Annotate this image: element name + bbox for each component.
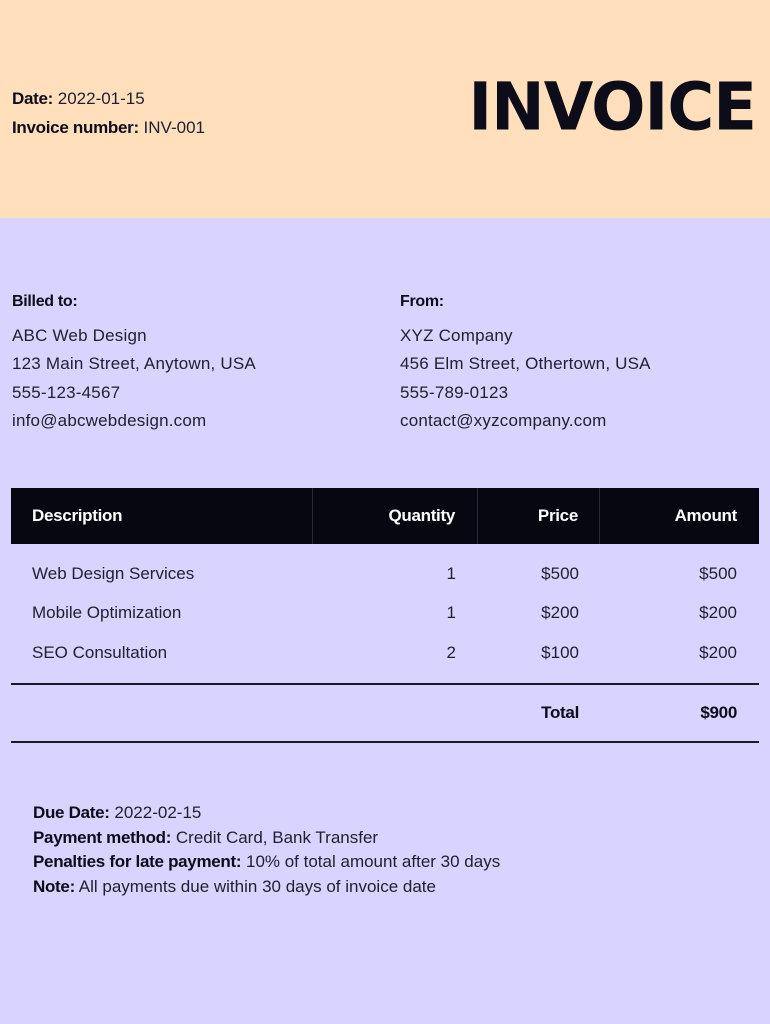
cell-price: $200: [541, 603, 579, 623]
cell-quantity: 1: [446, 563, 456, 583]
invoice-number-label: Invoice number:: [12, 118, 139, 137]
table-header: [11, 488, 759, 544]
column-header-amount: Amount: [674, 506, 737, 525]
billed-to-label: Billed to:: [12, 293, 78, 310]
payment-method-value: Credit Card, Bank Transfer: [175, 827, 379, 847]
table-row: [11, 633, 759, 673]
billed-to-block: [12, 288, 256, 436]
date-value: 2022-01-15: [57, 89, 145, 108]
table-body: [11, 544, 759, 673]
from-name: XYZ Company: [400, 325, 513, 345]
payment-method-line: [33, 826, 500, 851]
cell-amount: $500: [699, 563, 737, 583]
total-bottom-divider: [11, 741, 759, 743]
cell-quantity: 2: [446, 642, 456, 662]
billed-to-phone: 555-123-4567: [12, 382, 121, 402]
note-label: Note:: [33, 876, 75, 896]
cell-price: $100: [541, 642, 579, 662]
billed-to-address: 123 Main Street, Anytown, USA: [12, 354, 256, 373]
cell-description: SEO Consultation: [32, 642, 168, 662]
line-items-table: [11, 488, 759, 743]
invoice-number-value: INV-001: [143, 118, 205, 137]
invoice-meta: [12, 84, 205, 142]
payment-notes: [33, 801, 500, 899]
from-email: contact@xyzcompany.com: [400, 411, 607, 430]
from-block: [400, 288, 651, 436]
table-row: [11, 594, 759, 634]
total-label: Total: [541, 702, 579, 722]
payment-method-label: Payment method:: [33, 827, 172, 847]
column-header-quantity: Quantity: [313, 488, 478, 544]
date-line: [12, 84, 205, 113]
invoice-title: INVOICE: [468, 69, 756, 147]
cell-amount: $200: [699, 603, 737, 623]
date-label: Date:: [12, 89, 54, 108]
column-header-description: Description: [11, 488, 313, 544]
due-date-value: 2022-02-15: [114, 803, 202, 822]
from-label: From:: [400, 293, 444, 310]
cell-description: Mobile Optimization: [32, 603, 182, 623]
total-value: $900: [700, 702, 737, 722]
cell-amount: $200: [699, 642, 737, 662]
note-value: All payments due within 30 days of invoice date: [78, 876, 436, 896]
billed-to-email: info@abcwebdesign.com: [12, 411, 207, 430]
from-phone: 555-789-0123: [400, 382, 509, 402]
invoice-number-line: [12, 113, 205, 142]
penalties-value: 10% of total amount after 30 days: [245, 852, 501, 871]
penalties-label: Penalties for late payment:: [33, 852, 242, 871]
invoice-header: [0, 0, 770, 218]
cell-price: $500: [541, 563, 579, 583]
total-row: [11, 685, 759, 741]
billed-to-name: ABC Web Design: [12, 325, 147, 345]
cell-quantity: 1: [446, 603, 456, 623]
due-date-line: [33, 801, 500, 826]
table-row: [11, 554, 759, 594]
note-line: [33, 875, 500, 900]
cell-description: Web Design Services: [32, 563, 195, 583]
from-address: 456 Elm Street, Othertown, USA: [400, 354, 651, 373]
column-header-price: Price: [478, 488, 600, 544]
penalties-line: [33, 850, 500, 875]
due-date-label: Due Date:: [33, 803, 110, 822]
